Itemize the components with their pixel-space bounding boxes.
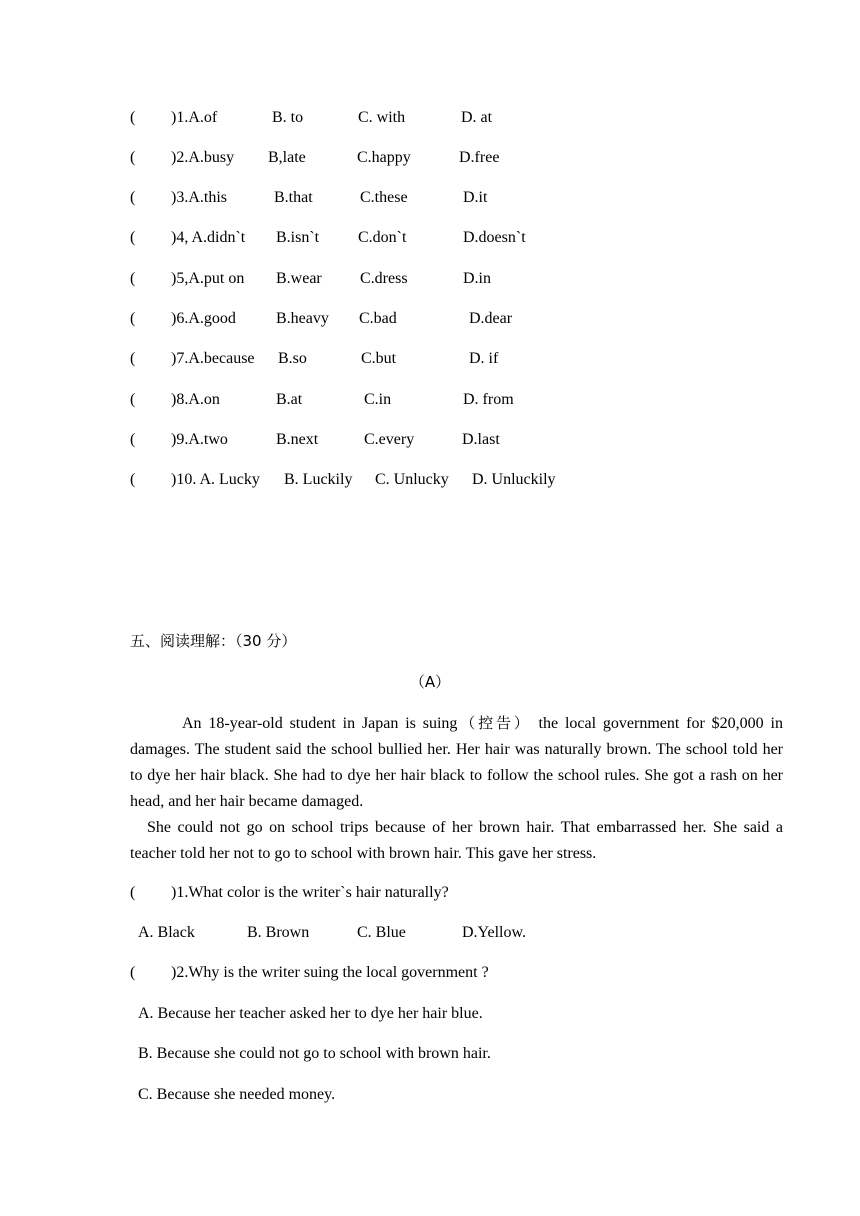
option-b: B.wear: [276, 270, 322, 287]
answer-paren: (: [130, 884, 136, 901]
answer-paren: (: [130, 964, 136, 981]
option-a: )6.A.good: [171, 310, 236, 327]
answer-paren: (: [130, 310, 136, 327]
option-c: C. Blue: [357, 924, 406, 941]
passage-paragraph: [130, 710, 783, 815]
option-b: B.at: [276, 391, 303, 408]
answer-paren: (: [130, 431, 136, 448]
option-c: C.in: [364, 391, 392, 408]
question-text: )2.Why is the writer suing the local government ?: [171, 964, 489, 981]
option-a: A. Because her teacher asked her to dye her hair blue.: [138, 1005, 483, 1022]
answer-paren: (: [130, 270, 136, 287]
option-a: )2.A.busy: [171, 149, 235, 166]
option-b: B. Brown: [247, 924, 310, 941]
answer-paren: (: [130, 391, 136, 408]
option-c: C.but: [361, 350, 397, 367]
option-d: D. Unluckily: [472, 471, 556, 488]
option-a: )8.A.on: [171, 391, 220, 408]
option-d: D.last: [462, 431, 500, 448]
option-c: C.every: [364, 431, 415, 448]
option-b: B. to: [272, 109, 304, 126]
option-a: )1.A.of: [171, 109, 218, 126]
option-c: C.bad: [359, 310, 397, 327]
option-b: B.that: [274, 189, 313, 206]
option-b: B.isn`t: [276, 229, 320, 246]
passage-paragraph: She could not go on school trips because of her brown hair. That embarrassed her. She said a teacher told her not to go to school with brown hair. This gave her stress.: [130, 819, 783, 862]
answer-paren: (: [130, 350, 136, 367]
answer-paren: (: [130, 229, 136, 246]
option-a: )3.A.this: [171, 189, 227, 206]
answer-paren: (: [130, 149, 136, 166]
option-a: )7.A.because: [171, 350, 255, 367]
passage-label: （A）: [409, 673, 451, 691]
option-a: A. Black: [138, 924, 195, 941]
option-b: B. Because she could not go to school with brown hair.: [138, 1045, 491, 1062]
option-d: D. if: [469, 350, 499, 367]
option-c: C. with: [358, 109, 406, 126]
reading-passage: [130, 710, 783, 867]
option-d: D. from: [463, 391, 514, 408]
option-d: D.it: [463, 189, 488, 206]
option-b: B,late: [268, 149, 306, 166]
option-c: C. Because she needed money.: [138, 1086, 336, 1103]
option-a: )9.A.two: [171, 431, 228, 448]
option-c: C.happy: [357, 149, 411, 166]
option-c: C.these: [360, 189, 408, 206]
option-d: D.Yellow.: [462, 924, 527, 941]
option-d: D.dear: [469, 310, 513, 327]
answer-paren: (: [130, 471, 136, 488]
option-d: D. at: [461, 109, 493, 126]
option-a: )4, A.didn`t: [171, 229, 246, 246]
passage-text: An 18-year-old student in Japan is suing: [182, 715, 458, 732]
option-b: B.so: [278, 350, 307, 367]
option-b: B. Luckily: [284, 471, 353, 488]
option-b: B.heavy: [276, 310, 329, 327]
option-d: D.free: [459, 149, 500, 166]
option-c: C.don`t: [358, 229, 407, 246]
question-text: )1.What color is the writer`s hair naturally?: [171, 884, 449, 901]
passage-gloss: （控告）: [457, 714, 532, 732]
option-a: )5,A.put on: [171, 270, 245, 287]
option-a: )10. A. Lucky: [171, 471, 260, 488]
option-c: C.dress: [360, 270, 408, 287]
option-d: D.in: [463, 270, 491, 287]
option-c: C. Unlucky: [375, 471, 449, 488]
passage-text: the local government for $20,000 in damages. The student said the school bullied her. Her hair was naturally brown. The school told her to dye her hair black. She had to dye her hair black to follow the school rules. She got a rash on her head, and her hair became damaged.: [130, 715, 783, 810]
answer-paren: (: [130, 189, 136, 206]
option-d: D.doesn`t: [463, 229, 526, 246]
option-b: B.next: [276, 431, 319, 448]
answer-paren: (: [130, 109, 136, 126]
section-title: 五、阅读理解：（30 分）: [130, 632, 297, 650]
